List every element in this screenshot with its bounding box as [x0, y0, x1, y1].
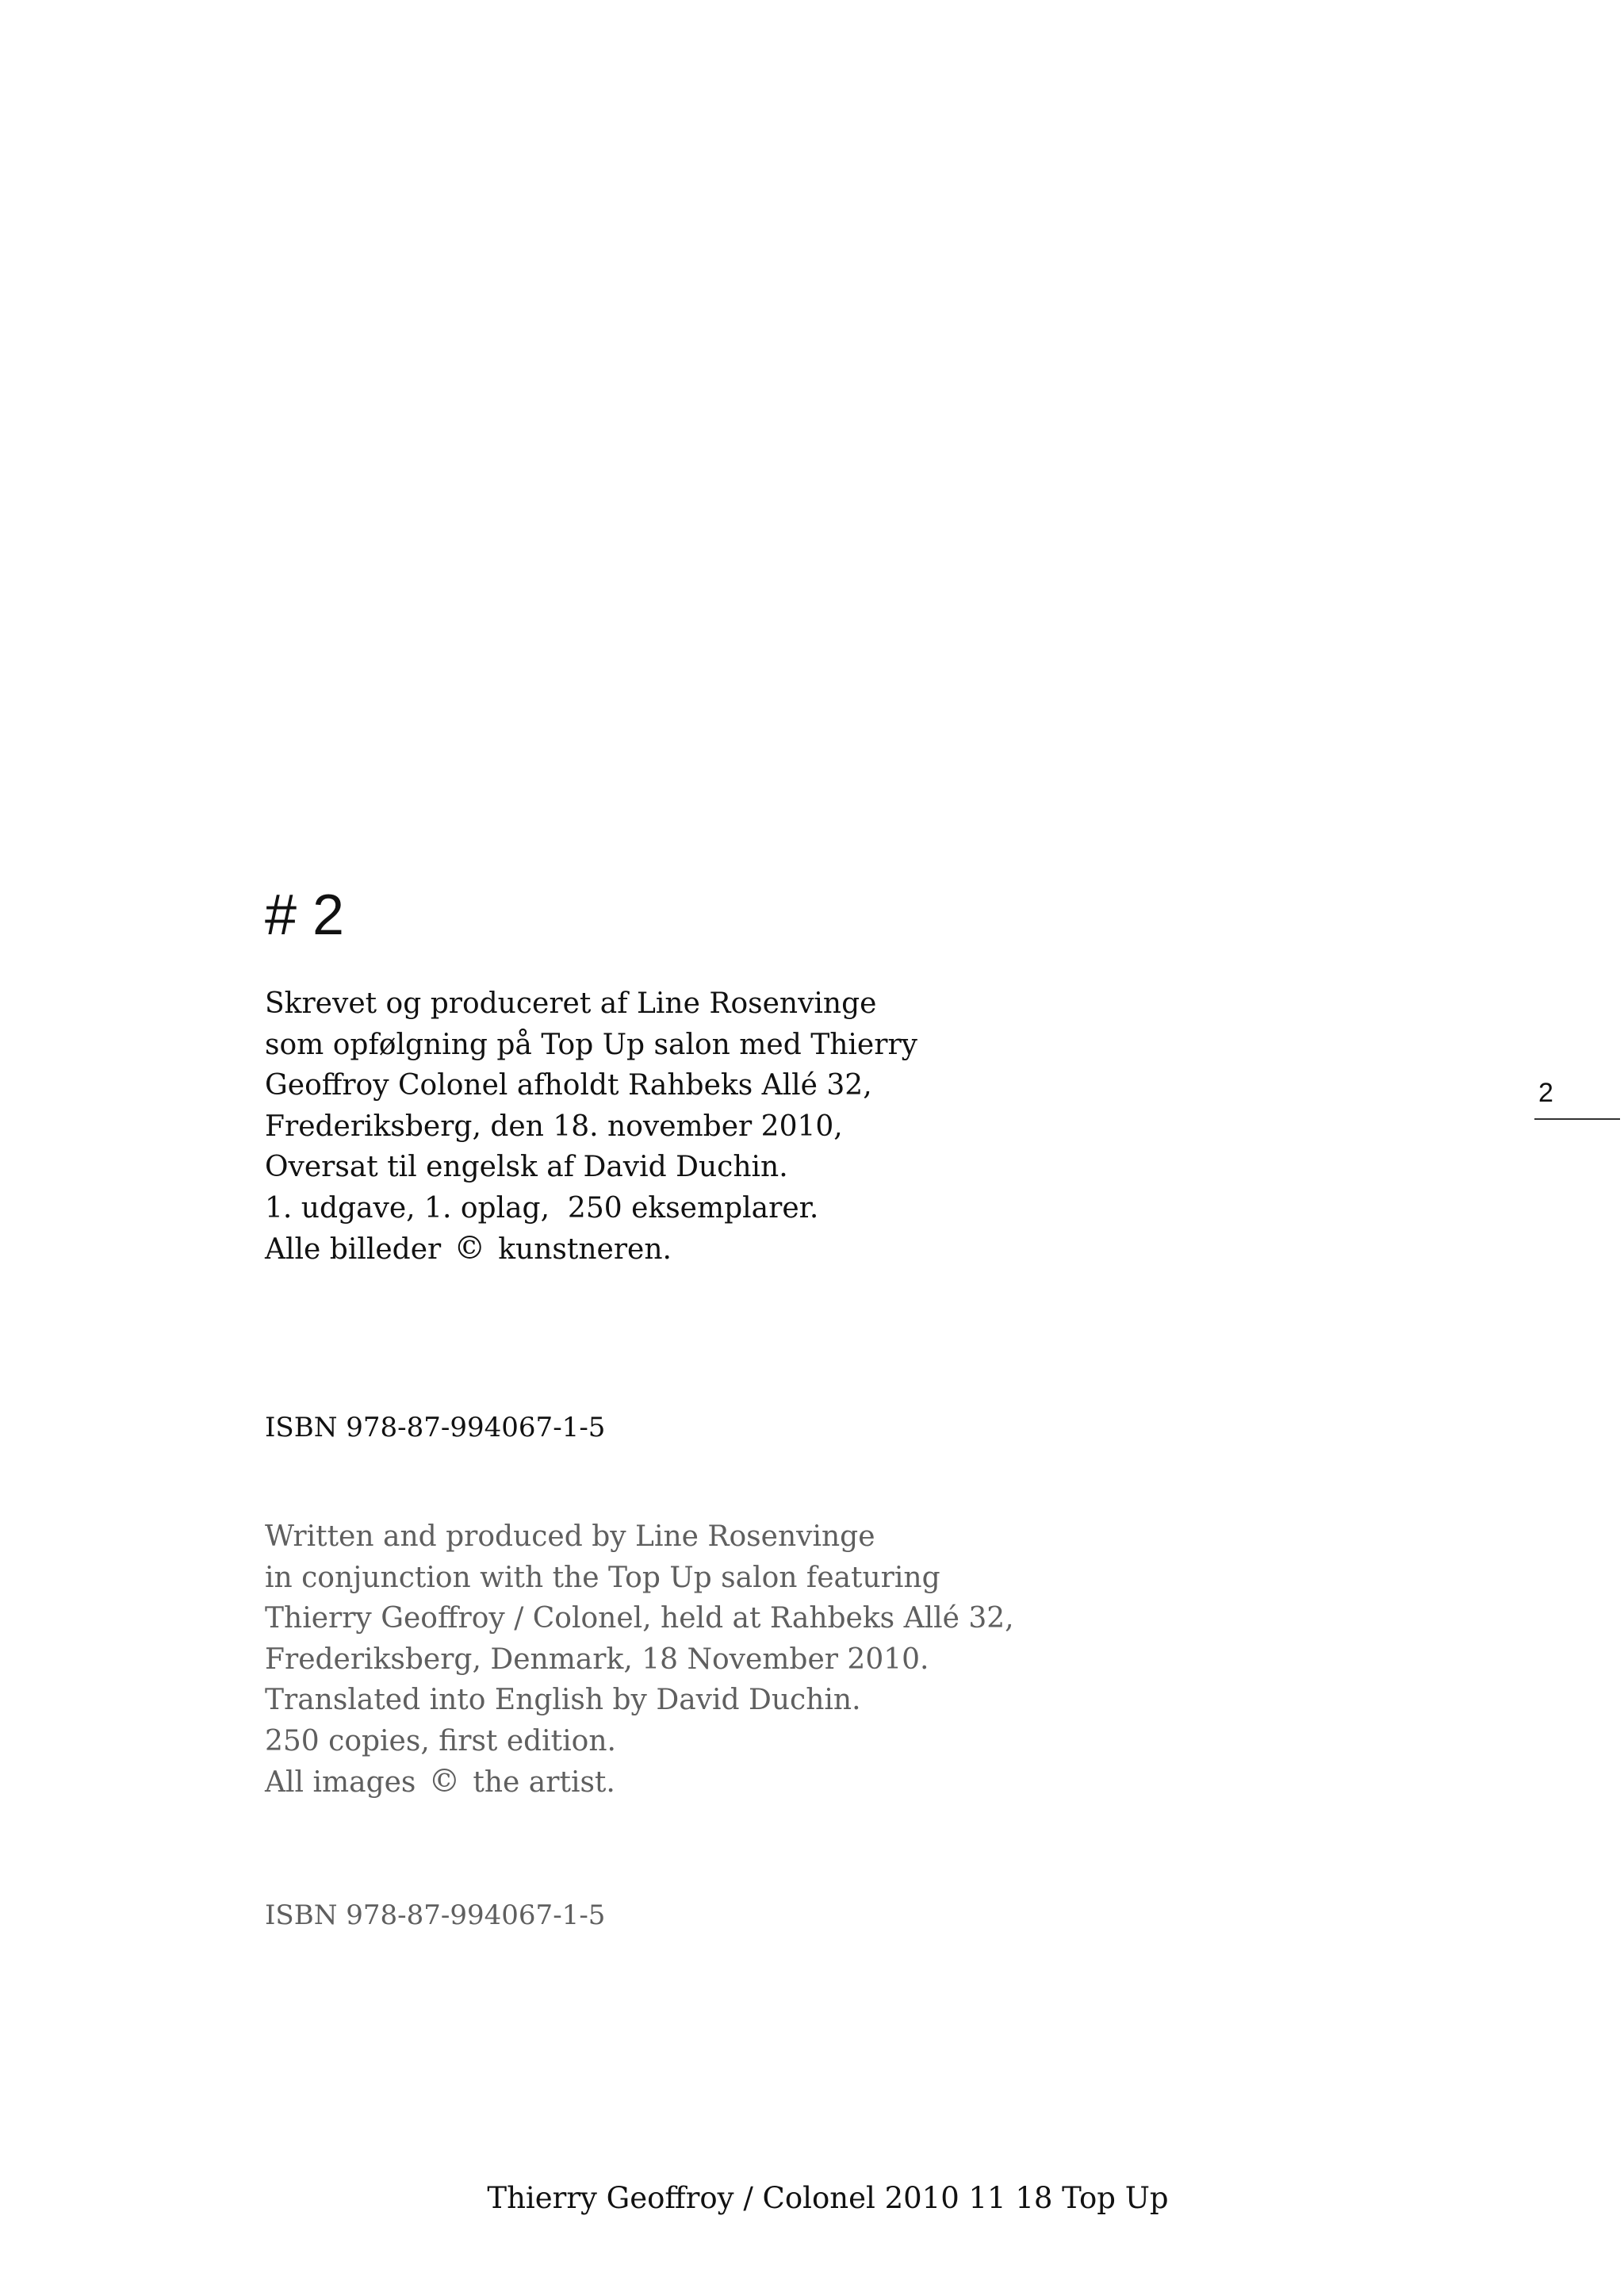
section-heading: # 2 [265, 884, 345, 947]
colophon-line: Skrevet og produceret af Line Rosenvinge [265, 987, 877, 1020]
images-credit-prefix: Alle billeder [265, 1233, 442, 1266]
colophon-line: Frederiksberg, den 18. november 2010, [265, 1110, 843, 1143]
colophon-line: Frederiksberg, Denmark, 18 November 2010. [265, 1642, 929, 1676]
colophon-line: 1. udgave, 1. oplag, 250 eksemplarer. [265, 1191, 819, 1225]
colophon-line: Geoffroy Colonel afholdt Rahbeks Allé 32, [265, 1069, 872, 1102]
images-credit-prefix: All images [265, 1766, 416, 1799]
colophon-line: Translated into English by David Duchin. [265, 1684, 861, 1716]
colophon-line: Written and produced by Line Rosenvinge [265, 1520, 875, 1553]
colophon-images-line [265, 1228, 917, 1271]
copyright-icon: © [454, 1230, 486, 1267]
page-number: 2 [1538, 1078, 1553, 1108]
colophon-line: Thierry Geoffroy / Colonel, held at Rahbeks Allé 32, [265, 1602, 1014, 1635]
colophon-images-line [265, 1761, 1014, 1803]
images-credit-suffix: kunstneren. [498, 1233, 672, 1266]
running-footer: Thierry Geoffroy / Colonel 2010 11 18 Top Up [487, 2181, 1169, 2215]
isbn-danish: ISBN 978-87-994067-1-5 [265, 1412, 606, 1443]
colophon-line: in conjunction with the Top Up salon featuring [265, 1561, 940, 1594]
page-number-rule [1534, 1118, 1620, 1120]
isbn-english: ISBN 978-87-994067-1-5 [265, 1899, 606, 1931]
colophon-danish [265, 983, 917, 1271]
images-credit-suffix: the artist. [473, 1766, 615, 1799]
colophon-english [265, 1516, 1014, 1803]
colophon-line: 250 copies, first edition. [265, 1724, 616, 1757]
colophon-line: som opfølgning på Top Up salon med Thierry [265, 1028, 917, 1061]
copyright-icon: © [428, 1763, 461, 1800]
colophon-line: Oversat til engelsk af David Duchin. [265, 1151, 788, 1183]
